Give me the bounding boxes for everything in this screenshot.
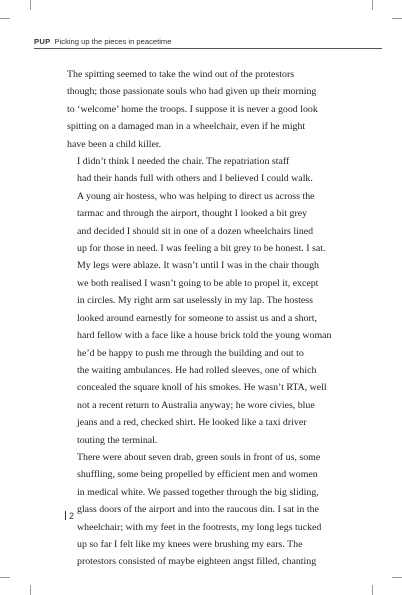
paragraph-1 — [67, 66, 337, 153]
text-line: had their hands full with others and I believed I could walk. — [77, 173, 313, 185]
paragraph-2 — [67, 153, 337, 449]
text-line: up for those in need. I was feeling a bit grey to be honest. I sat. — [77, 243, 326, 255]
text-line: shuffling, some being propelled by efficient men and women — [77, 469, 318, 481]
crop-mark-top-left-v — [30, 0, 31, 10]
header-title: Picking up the pieces in peacetime — [54, 37, 172, 46]
text-line: in circles. My right arm sat uselessly in my lap. The hostess — [77, 295, 313, 307]
text-line: touting the terminal. — [77, 434, 158, 446]
crop-mark-top-left-h — [0, 18, 10, 19]
header-brand: PUP — [34, 37, 51, 46]
text-line: we both realised I wasn’t going to be able to propel it, except — [77, 277, 319, 289]
crop-mark-bottom-left-v — [30, 585, 31, 595]
text-line: My legs were ablaze. It wasn’t until I was in the chair though — [77, 260, 319, 272]
text-line: A young air hostess, who was helping to direct us across the — [77, 190, 315, 202]
text-line: not a recent return to Australia anyway; he wore civies, blue — [77, 399, 315, 411]
crop-mark-bottom-left-h — [0, 577, 10, 578]
text-line: protestors consisted of maybe eighteen angst filled, chanting — [77, 556, 317, 568]
running-header — [34, 37, 382, 46]
crop-mark-top-right-h — [392, 18, 402, 19]
text-line: tarmac and through the airport, thought I looked a bit grey — [77, 208, 308, 220]
text-line: up so far I felt like my knees were brushing my ears. The — [77, 538, 303, 550]
body-text — [67, 66, 337, 571]
text-line: wheelchair; with my feet in the footrests, my long legs tucked — [77, 521, 322, 533]
header-rule — [34, 48, 382, 49]
text-line: the waiting ambulances. He had rolled sleeves, one of which — [77, 364, 317, 376]
text-line: have been a child killer. — [67, 138, 162, 150]
text-line: hard fellow with a face like a house brick told the young woman — [77, 330, 332, 342]
paragraph-3 — [67, 449, 337, 571]
text-line: glass doors of the airport and into the raucous din. I sat in the — [77, 504, 319, 516]
crop-mark-top-right-v — [372, 0, 373, 10]
page-number — [65, 511, 74, 521]
text-line: jeans and a red, checked shirt. He looked like a taxi driver — [77, 417, 307, 429]
text-line: he’d be happy to push me through the building and out to — [77, 347, 304, 359]
text-line: looked around earnestly for someone to assist us and a short, — [77, 312, 317, 324]
text-line: I didn’t think I needed the chair. The repatriation staff — [77, 156, 290, 168]
folio-bar — [65, 511, 66, 520]
text-line: and decided I should sit in one of a dozen wheelchairs lined — [77, 225, 314, 237]
text-line: spitting on a damaged man in a wheelchair, even if he might — [67, 121, 306, 133]
page-number-value: 2 — [69, 511, 75, 521]
text-line: The spitting seemed to take the wind out of the protestors — [67, 69, 295, 80]
crop-mark-bottom-right-h — [392, 577, 402, 578]
text-line: in medical white. We passed together through the big sliding, — [77, 486, 319, 498]
text-line: concealed the square knoll of his smokes. He wasn’t RTA, well — [77, 382, 327, 394]
text-line: There were about seven drab, green souls in front of us, some — [77, 451, 321, 463]
text-line: to ‘welcome’ home the troops. I suppose it is never a good look — [67, 103, 318, 115]
text-line: though; those passionate souls who had given up their morning — [67, 86, 317, 98]
crop-mark-bottom-right-v — [372, 585, 373, 595]
